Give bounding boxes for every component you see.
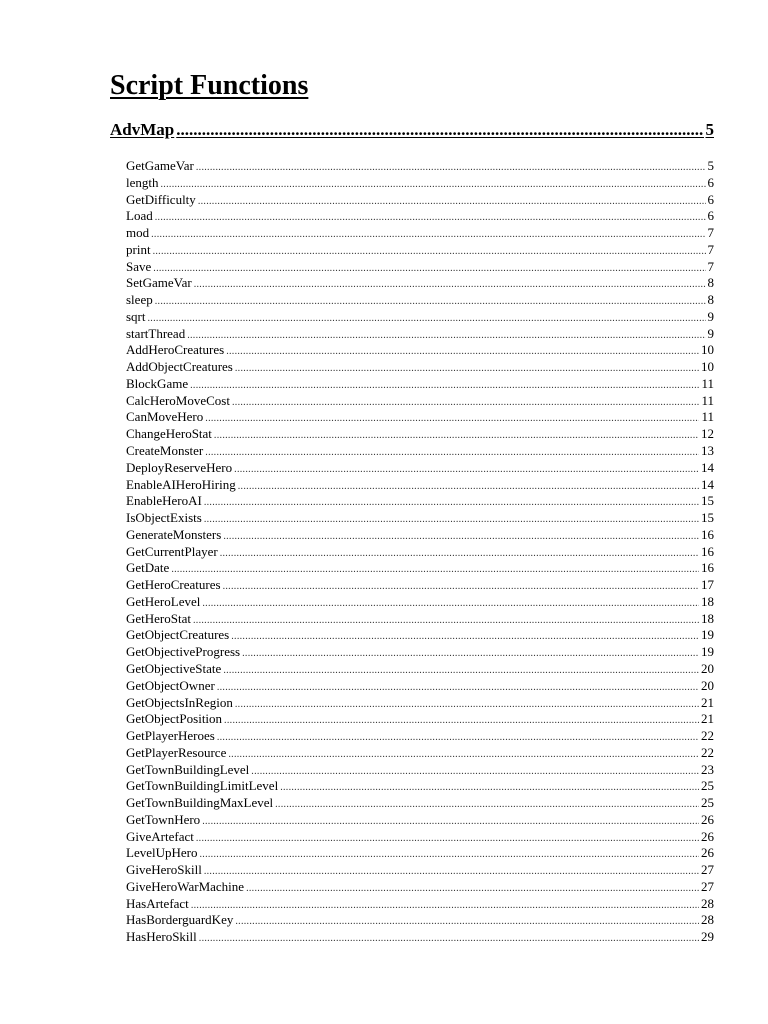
dot-leader xyxy=(187,328,705,345)
toc-entry[interactable] xyxy=(126,829,714,846)
toc-section-heading[interactable] xyxy=(110,118,714,142)
toc-entry[interactable] xyxy=(126,560,714,577)
dot-leader xyxy=(204,864,699,881)
toc-entry-list xyxy=(126,158,714,946)
toc-entry-page-number: 13 xyxy=(701,443,714,459)
toc-entry-page-number: 8 xyxy=(707,275,714,291)
toc-entry[interactable] xyxy=(126,745,714,762)
dot-leader xyxy=(196,160,706,177)
toc-entry-page-number: 11 xyxy=(701,409,714,425)
toc-entry[interactable] xyxy=(126,393,714,410)
toc-entry[interactable] xyxy=(126,795,714,812)
toc-entry-label: GetCurrentPlayer xyxy=(126,543,218,559)
toc-entry-page-number: 26 xyxy=(701,811,714,827)
dot-leader xyxy=(171,562,699,579)
toc-entry-label: ChangeHeroStat xyxy=(126,426,212,442)
toc-entry-page-number: 16 xyxy=(701,543,714,559)
toc-entry-page-number: 5 xyxy=(707,158,714,173)
toc-entry-label: SetGameVar xyxy=(126,275,192,291)
toc-entry-page-number: 9 xyxy=(707,308,714,324)
dot-leader xyxy=(223,663,699,680)
toc-entry-page-number: 25 xyxy=(701,795,714,811)
toc-entry[interactable] xyxy=(126,510,714,527)
toc-entry-label: GetGameVar xyxy=(126,158,194,173)
toc-entry-page-number: 28 xyxy=(701,912,714,928)
toc-entry-page-number: 27 xyxy=(701,878,714,894)
toc-entry-label: BlockGame xyxy=(126,375,189,391)
toc-entry-label: length xyxy=(126,174,159,190)
dot-leader xyxy=(231,629,699,646)
dot-leader xyxy=(214,428,699,445)
toc-entry-label: GenerateMonsters xyxy=(126,526,222,542)
toc-entry[interactable] xyxy=(126,376,714,393)
toc-entry-label: Save xyxy=(126,258,152,274)
toc-entry[interactable] xyxy=(126,912,714,929)
toc-entry-label: GiveArtefact xyxy=(126,828,194,844)
toc-entry-page-number: 22 xyxy=(701,728,714,744)
toc-entry-label: GetObjectPosition xyxy=(126,711,223,727)
toc-entry-label: print xyxy=(126,241,151,257)
dot-leader xyxy=(204,512,699,529)
dot-leader xyxy=(196,831,699,848)
toc-entry[interactable] xyxy=(126,879,714,896)
dot-leader xyxy=(202,814,699,831)
toc-entry-page-number: 9 xyxy=(707,325,714,341)
toc-entry[interactable] xyxy=(126,678,714,695)
toc-entry[interactable] xyxy=(126,309,714,326)
toc-entry-label: DeployReserveHero xyxy=(126,459,233,475)
toc-entry[interactable] xyxy=(126,477,714,494)
toc-entry-label: GiveHeroWarMachine xyxy=(126,878,245,894)
toc-entry-label: HasHeroSkill xyxy=(126,929,197,945)
dot-leader xyxy=(191,898,699,915)
dot-leader xyxy=(235,914,699,931)
toc-entry-page-number: 18 xyxy=(701,593,714,609)
dot-leader xyxy=(224,713,699,730)
toc-entry-label: AddObjectCreatures xyxy=(126,359,233,375)
toc-entry-page-number: 19 xyxy=(701,644,714,660)
toc-entry-page-number: 16 xyxy=(701,526,714,542)
toc-entry[interactable] xyxy=(126,192,714,209)
dot-leader xyxy=(223,529,699,546)
toc-entry[interactable] xyxy=(126,292,714,309)
toc-entry-page-number: 29 xyxy=(701,929,714,945)
toc-entry[interactable] xyxy=(126,862,714,879)
toc-entry-label: EnableHeroAI xyxy=(126,493,202,509)
toc-entry-page-number: 6 xyxy=(707,191,714,207)
dot-leader xyxy=(246,881,699,898)
toc-entry-page-number: 15 xyxy=(701,493,714,509)
toc-entry[interactable] xyxy=(126,275,714,292)
toc-entry-page-number: 26 xyxy=(701,845,714,861)
dot-leader xyxy=(198,194,706,211)
toc-entry-page-number: 25 xyxy=(701,778,714,794)
dot-leader xyxy=(193,613,699,630)
toc-entry[interactable] xyxy=(126,577,714,594)
toc-entry-page-number: 20 xyxy=(701,677,714,693)
dot-leader xyxy=(205,445,699,462)
toc-entry-label: mod xyxy=(126,225,150,241)
toc-entry-page-number: 18 xyxy=(701,610,714,626)
toc-entry[interactable] xyxy=(126,225,714,242)
dot-leader xyxy=(234,462,699,479)
toc-entry-page-number: 14 xyxy=(701,459,714,475)
toc-entry[interactable] xyxy=(126,175,714,192)
toc-entry-label: startThread xyxy=(126,325,186,341)
dot-leader xyxy=(223,579,699,596)
toc-entry-label: GetHeroLevel xyxy=(126,593,201,609)
toc-entry-label: sleep xyxy=(126,292,153,308)
dot-leader xyxy=(238,479,699,496)
dot-leader xyxy=(228,747,699,764)
toc-entry[interactable] xyxy=(126,158,714,175)
toc-entry[interactable] xyxy=(126,443,714,460)
toc-entry[interactable] xyxy=(126,661,714,678)
toc-entry-label: HasArtefact xyxy=(126,895,189,911)
toc-entry-page-number: 20 xyxy=(701,660,714,676)
toc-entry-page-number: 28 xyxy=(701,895,714,911)
toc-entry[interactable] xyxy=(126,409,714,426)
toc-entry-page-number: 17 xyxy=(701,577,714,593)
toc-entry[interactable] xyxy=(126,929,714,946)
dot-leader xyxy=(204,495,699,512)
dot-leader xyxy=(220,546,699,563)
toc-entry-page-number: 7 xyxy=(707,225,714,241)
toc-entry-label: GetDate xyxy=(126,560,170,576)
dot-leader xyxy=(194,277,706,294)
toc-entry-page-number: 7 xyxy=(707,241,714,257)
toc-entry[interactable] xyxy=(126,544,714,561)
toc-entry-label: CalcHeroMoveCost xyxy=(126,392,230,408)
toc-entry-label: GetDifficulty xyxy=(126,191,196,207)
dot-leader xyxy=(153,261,705,278)
dot-leader xyxy=(232,395,699,412)
toc-entry[interactable] xyxy=(126,326,714,343)
toc-entry[interactable] xyxy=(126,845,714,862)
dot-leader xyxy=(155,294,706,311)
dot-leader xyxy=(217,680,699,697)
toc-entry[interactable] xyxy=(126,778,714,795)
toc-entry-label: CanMoveHero xyxy=(126,409,204,425)
toc-entry-label: GetTownBuildingLimitLevel xyxy=(126,778,279,794)
toc-entry-label: EnableAIHeroHiring xyxy=(126,476,236,492)
toc-entry[interactable] xyxy=(126,426,714,443)
toc-entry-page-number: 11 xyxy=(701,392,714,408)
dot-leader xyxy=(235,361,699,378)
toc-entry[interactable] xyxy=(126,695,714,712)
toc-entry[interactable] xyxy=(126,762,714,779)
dot-leader xyxy=(190,378,699,395)
toc-section-label: AdvMap xyxy=(110,120,175,139)
toc-entry-page-number: 26 xyxy=(701,828,714,844)
toc-entry[interactable] xyxy=(126,812,714,829)
toc-entry[interactable] xyxy=(126,259,714,276)
dot-leader xyxy=(217,730,699,747)
toc-entry[interactable] xyxy=(126,208,714,225)
toc-entry-page-number: 19 xyxy=(701,627,714,643)
dot-leader xyxy=(161,177,706,194)
toc-entry-label: GetObjectOwner xyxy=(126,677,215,693)
toc-entry[interactable] xyxy=(126,527,714,544)
toc-entry-label: LevelUpHero xyxy=(126,845,198,861)
toc-entry-page-number: 10 xyxy=(701,342,714,358)
dot-leader xyxy=(275,797,699,814)
toc-entry-label: GetHeroStat xyxy=(126,610,191,626)
toc-entry-label: AddHeroCreatures xyxy=(126,342,225,358)
toc-entry-label: IsObjectExists xyxy=(126,510,202,526)
toc-entry-page-number: 14 xyxy=(701,476,714,492)
toc-entry[interactable] xyxy=(126,896,714,913)
toc-entry-label: GiveHeroSkill xyxy=(126,862,202,878)
toc-entry-label: GetTownHero xyxy=(126,811,201,827)
toc-entry-page-number: 6 xyxy=(707,174,714,190)
toc-entry-label: GetObjectCreatures xyxy=(126,627,230,643)
toc-entry-page-number: 10 xyxy=(701,359,714,375)
toc-entry-page-number: 8 xyxy=(707,292,714,308)
toc-entry-page-number: 16 xyxy=(701,560,714,576)
dot-leader xyxy=(153,244,706,261)
toc-entry-page-number: 21 xyxy=(701,711,714,727)
toc-entry-label: sqrt xyxy=(126,308,146,324)
toc-entry-page-number: 27 xyxy=(701,862,714,878)
toc-entry-label: CreateMonster xyxy=(126,443,204,459)
toc-entry-label: HasBorderguardKey xyxy=(126,912,234,928)
dot-leader xyxy=(242,646,699,663)
toc-entry-label: GetObjectiveProgress xyxy=(126,644,241,660)
dot-leader xyxy=(251,764,699,781)
toc-entry[interactable] xyxy=(126,611,714,628)
toc-entry[interactable] xyxy=(126,342,714,359)
toc-entry-label: GetObjectiveState xyxy=(126,660,222,676)
dot-leader xyxy=(148,311,706,328)
toc-entry[interactable] xyxy=(126,644,714,661)
toc-entry[interactable] xyxy=(126,627,714,644)
dot-leader xyxy=(226,344,699,361)
document-title: Script Functions xyxy=(110,70,309,101)
dot-leader xyxy=(176,118,703,142)
toc-entry-page-number: 15 xyxy=(701,510,714,526)
dot-leader xyxy=(199,847,699,864)
toc-entry-label: GetHeroCreatures xyxy=(126,577,221,593)
toc-entry-page-number: 23 xyxy=(701,761,714,777)
toc-entry-page-number: 22 xyxy=(701,744,714,760)
toc-entry[interactable] xyxy=(126,493,714,510)
toc-entry-label: GetPlayerHeroes xyxy=(126,728,215,744)
toc-entry[interactable] xyxy=(126,728,714,745)
dot-leader xyxy=(202,596,699,613)
dot-leader xyxy=(155,210,706,227)
dot-leader xyxy=(205,411,699,428)
toc-entry-label: GetTownBuildingMaxLevel xyxy=(126,795,274,811)
toc-entry-label: Load xyxy=(126,208,153,224)
toc-entry[interactable] xyxy=(126,594,714,611)
toc-entry-label: GetObjectsInRegion xyxy=(126,694,233,710)
toc-entry-page-number: 11 xyxy=(701,375,714,391)
toc-section-page-number: 5 xyxy=(705,120,714,139)
toc-entry[interactable] xyxy=(126,242,714,259)
toc-entry-page-number: 12 xyxy=(701,426,714,442)
toc-entry-label: GetPlayerResource xyxy=(126,744,227,760)
toc-entry-page-number: 6 xyxy=(707,208,714,224)
toc-entry-page-number: 21 xyxy=(701,694,714,710)
toc-entry-label: GetTownBuildingLevel xyxy=(126,761,250,777)
dot-leader xyxy=(280,780,699,797)
dot-leader xyxy=(199,931,699,948)
toc-entry[interactable] xyxy=(126,711,714,728)
dot-leader xyxy=(235,697,699,714)
toc-entry[interactable] xyxy=(126,460,714,477)
toc-entry[interactable] xyxy=(126,359,714,376)
dot-leader xyxy=(151,227,705,244)
toc-entry-page-number: 7 xyxy=(707,258,714,274)
